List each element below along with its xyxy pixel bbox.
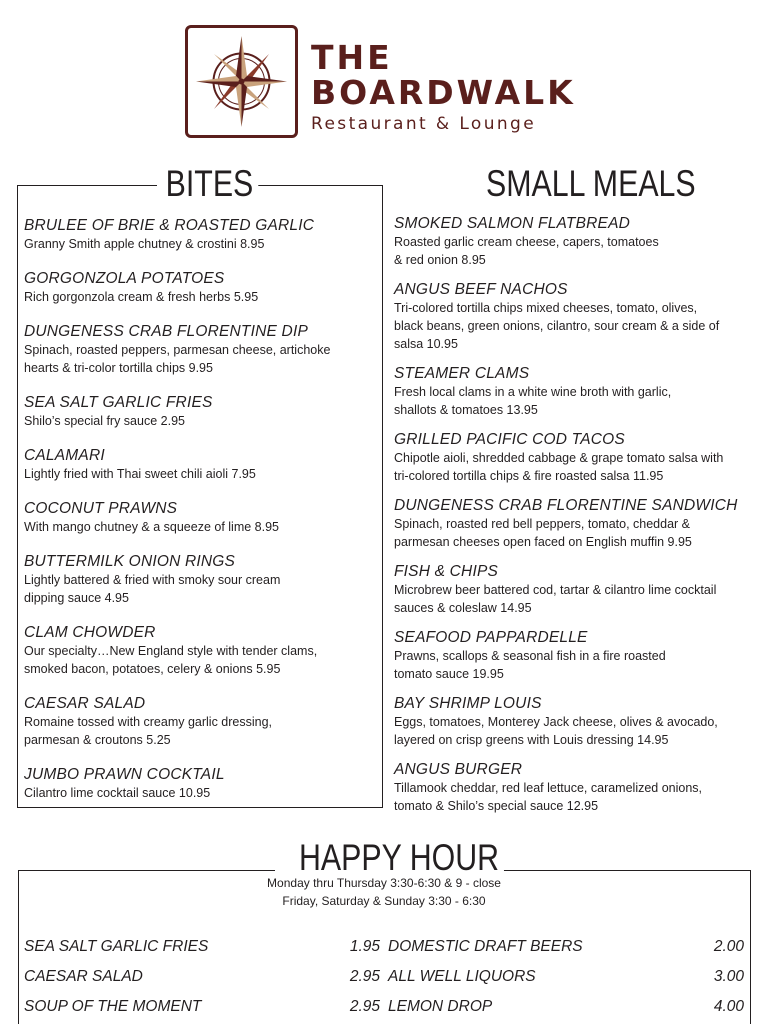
menu-item-description: layered on crisp greens with Louis dressing 14.95 [394,733,669,747]
happy-hour-food-price: 2.95 [349,998,380,1015]
menu-item [24,552,374,607]
menu-item-name: ANGUS BEEF NACHOS [394,281,568,298]
menu-item-name: CALAMARI [24,447,105,464]
happy-hour-food-price: 1.95 [349,938,380,955]
menu-item-name: GORGONZOLA POTATOES [24,270,225,287]
happy-hour-drink-price: 4.00 [713,998,744,1015]
small-meals-list [394,214,764,826]
happy-hour-drink-name: LEMON DROP [388,998,493,1015]
menu-item-description: tomato & Shilo’s special sauce 12.95 [394,799,599,813]
menu-item-name: GRILLED PACIFIC COD TACOS [394,431,625,448]
menu-item-description: salsa 10.95 [394,337,458,351]
menu-item [24,623,374,678]
happy-hour-food-name: SEA SALT GARLIC FRIES [24,938,209,955]
menu-item-name: BRULEE OF BRIE & ROASTED GARLIC [24,217,315,234]
happy-hour-rule-left [18,870,275,871]
happy-hour-food-name: CAESAR SALAD [24,968,143,985]
menu-item-description: tri-colored tortilla chips & fire roasted salsa 11.95 [394,469,664,483]
menu-item-description: parmesan & croutons 5.25 [24,733,171,747]
happy-hour-schedule-weekdays: Monday thru Thursday 3:30-6:30 & 9 - close [267,876,501,890]
menu-item-name: COCONUT PRAWNS [24,500,178,517]
menu-item-description: Lightly fried with Thai sweet chili aioli 7.95 [24,467,256,481]
menu-item [394,562,764,617]
menu-item-description: Granny Smith apple chutney & crostini 8.95 [24,237,265,251]
menu-item-description: shallots & tomatoes 13.95 [394,403,538,417]
menu-item-description: Romaine tossed with creamy garlic dressing, [24,715,273,729]
menu-item-description: Shilo’s special fry sauce 2.95 [24,414,185,428]
menu-item-name: JUMBO PRAWN COCKTAIL [24,766,225,783]
menu-item-name: DUNGENESS CRAB FLORENTINE DIP [24,323,308,340]
menu-item-description: Spinach, roasted red bell peppers, tomato, cheddar & [394,517,691,531]
menu-item-description: Spinach, roasted peppers, parmesan cheese, artichoke [24,343,331,357]
menu-item-description: Lightly battered & fried with smoky sour cream [24,573,281,587]
menu-item [24,499,374,536]
menu-item-name: SMOKED SALMON FLATBREAD [394,215,630,232]
happy-hour-drink-name: DOMESTIC DRAFT BEERS [388,938,583,955]
menu-item-description: Our specialty…New England style with tender clams, [24,644,318,658]
menu-item-description: parmesan cheeses open faced on English muffin 9.95 [394,535,692,549]
brand-tagline: Restaurant & Lounge [311,114,537,134]
menu-item-name: SEA SALT GARLIC FRIES [24,394,213,411]
menu-item-description: Fresh local clams in a white wine broth with garlic, [394,385,672,399]
menu-item-description: dipping sauce 4.95 [24,591,129,605]
menu-item-name: BUTTERMILK ONION RINGS [24,553,236,570]
happy-hour-drink-price: 2.00 [713,938,744,955]
menu-item [394,694,764,749]
menu-item-description: Microbrew beer battered cod, tartar & cilantro lime cocktail [394,583,717,597]
menu-item [24,694,374,749]
menu-item [394,760,764,815]
brand-wordmark [311,40,576,134]
menu-item-description: Rich gorgonzola cream & fresh herbs 5.95 [24,290,259,304]
menu-item [24,446,374,483]
menu-item-description: Roasted garlic cream cheese, capers, tomatoes [394,235,659,249]
small-meals-title: SMALL MEALS [481,164,701,204]
bites-rule-right [245,185,383,186]
menu-item-description: Cilantro lime cocktail sauce 10.95 [24,786,211,800]
menu-item [24,216,374,253]
menu-item-description: black beans, green onions, cilantro, sour cream & a side of [394,319,720,333]
menu-item-name: CAESAR SALAD [24,695,146,712]
menu-item [24,269,374,306]
menu-item-name: SEAFOOD PAPPARDELLE [394,629,588,646]
logo [185,25,298,138]
menu-item [394,628,764,683]
menu-item-description: Chipotle aioli, shredded cabbage & grape tomato salsa with [394,451,724,465]
menu-item [24,322,374,377]
happy-hour-title: HAPPY HOUR [294,838,504,878]
menu-item [394,214,764,269]
menu-item-name: CLAM CHOWDER [24,624,156,641]
happy-hour-food-price: 2.95 [349,968,380,985]
menu-item-name: ANGUS BURGER [394,761,523,778]
bites-list [24,216,374,818]
menu-item-description: hearts & tri-color tortilla chips 9.95 [24,361,213,375]
menu-item-description: sauces & coleslaw 14.95 [394,601,532,615]
bites-title: BITES [161,164,259,204]
menu-item-description: Tri-colored tortilla chips mixed cheeses, tomato, olives, [394,301,698,315]
menu-item-description: With mango chutney & a squeeze of lime 8.95 [24,520,280,534]
happy-hour-drink-name: ALL WELL LIQUORS [388,968,536,985]
menu-item-name: DUNGENESS CRAB FLORENTINE SANDWICH [394,497,738,514]
menu-item [24,765,374,802]
menu-item-description: & red onion 8.95 [394,253,486,267]
menu-item [394,430,764,485]
menu-item [24,393,374,430]
menu-item-description: tomato sauce 19.95 [394,667,504,681]
menu-item-description: Prawns, scallops & seasonal fish in a fire roasted [394,649,666,663]
happy-hour-food-name: SOUP OF THE MOMENT [24,998,202,1015]
menu-item-name: BAY SHRIMP LOUIS [394,695,542,712]
menu-item-description: Tillamook cheddar, red leaf lettuce, caramelized onions, [394,781,703,795]
compass-rose-icon [190,30,293,133]
menu-item-description: smoked bacon, potatoes, celery & onions 5.95 [24,662,281,676]
menu-item-description: Eggs, tomatoes, Monterey Jack cheese, olives & avocado, [394,715,718,729]
menu-item [394,280,764,353]
brand-name-line2: BOARDWALK [311,73,576,112]
happy-hour-rule-right [500,870,751,871]
bites-rule-left [17,185,157,186]
happy-hour-drink-price: 3.00 [713,968,744,985]
menu-item [394,364,764,419]
menu-item-name: STEAMER CLAMS [394,365,530,382]
menu-item [394,496,764,551]
happy-hour-schedule-weekend: Friday, Saturday & Sunday 3:30 - 6:30 [282,894,486,908]
menu-item-name: FISH & CHIPS [394,563,499,580]
brand-name-line1: THE [311,38,393,77]
